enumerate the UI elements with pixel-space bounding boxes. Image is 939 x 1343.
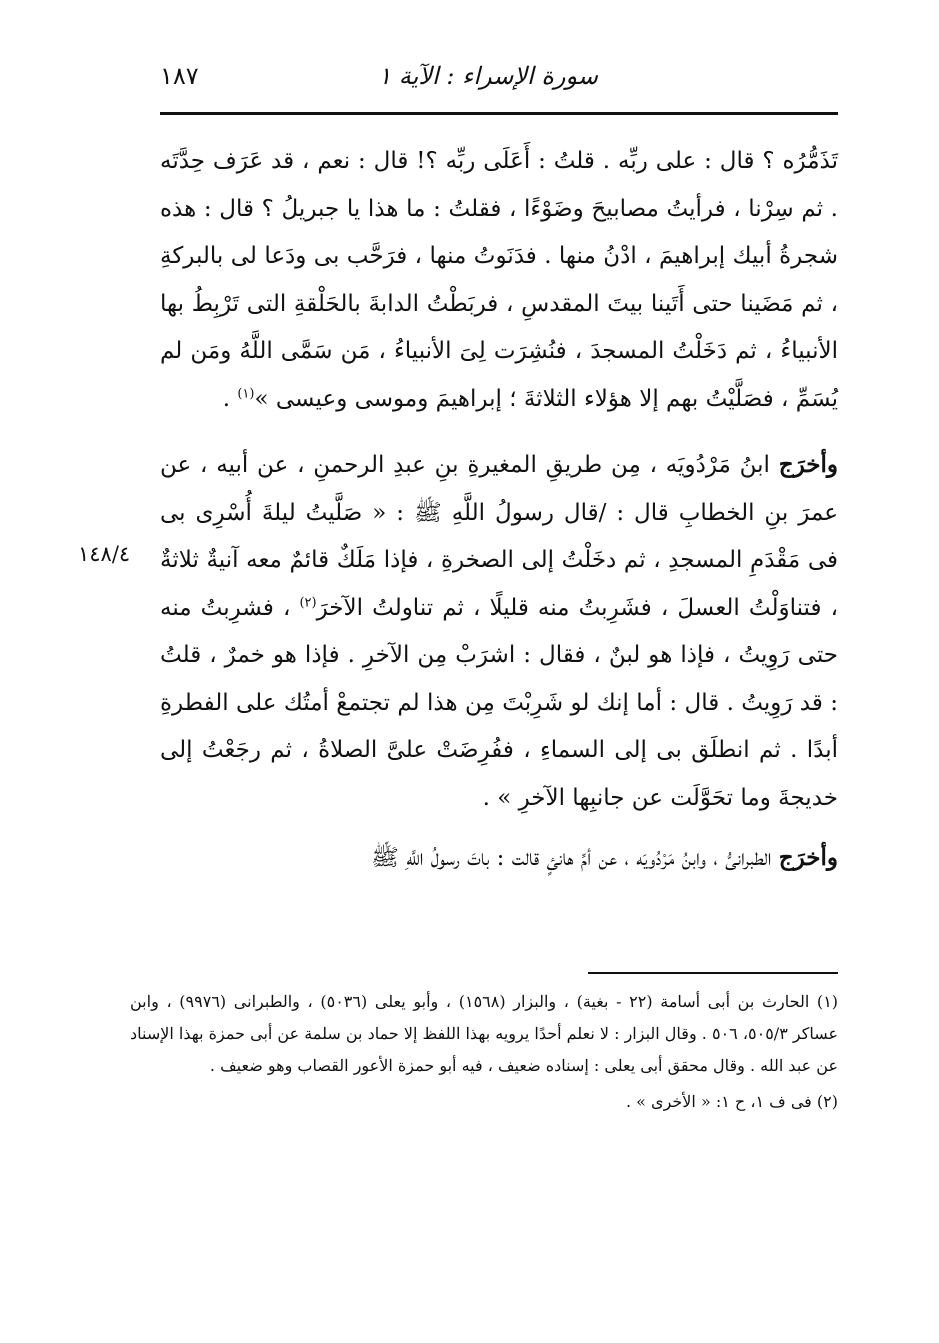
footnote-ref: (٢) — [299, 594, 317, 610]
main-text — [160, 138, 838, 883]
paragraph-tail: ، فشرِبتُ منه حتى رَوِيتُ ، فإذا هو لبنٌ ، فقال : اشرَبْ مِن الآخرِ . فإذا هو خمرٌ ، قلتُ : قد رَوِيتُ . قال : أما إنك لو شَرِبْتَ مِن هذا لم تجتمعْ أمتُك على الفطرةِ أبدًا . ثم انطلَق بى إلى السماءِ ، ففُرِضَتْ علىَّ الصلاةُ ، ثم رجَعْتُ إلى خديجةَ وما تحَوَّلَت عن جانبِها الآخرِ » . — [160, 594, 838, 811]
paragraph-tail: . — [222, 385, 238, 412]
page-number: ١٨٧ — [160, 62, 199, 90]
footnotes — [130, 986, 838, 1118]
footnote-rule — [588, 972, 838, 974]
paragraph-text: ابنُ مَرْدُويَه ، مِن طريقِ المغيرةِ بنِ عبدِ الرحمنِ ، عن أبيه ، عن عمرَ بنِ الخطابِ قال : /قال رسولُ اللَّهِ ﷺ : « صَلَّيتُ ليلةَ أُسْرِى بى فى مَقْدَمِ المسجدِ ، ثم دخَلْتُ إلى الصخرةِ ، فإذا مَلَكٌ قائمٌ معه آنيةٌ ثلاثةٌ ، فتناوَلْتُ العسلَ ، فشَرِبتُ منه قليلًا ، ثم تناولتُ الآخرَ — [160, 452, 838, 621]
paragraph-text: الطبرانىُّ ، وابنُ مَرْدُويَه ، عن أمِّ هانئٍ قالت : باتَ رسولُ اللَّهِ ﷺ — [371, 845, 779, 871]
footnote-ref: (١) — [237, 385, 255, 401]
footnote: (١) الحارث بن أبى أسامة (٢٢ - بغية) ، والبزار (١٥٦٨) ، وأبو يعلى (٥٠٣٦) ، والطبرانى (٩٩٧٦) ، وابن عساكر ٥٠٥/٣، ٥٠٦ . وقال البزار : لا نعلم أحدًا يرويه بهذا اللفظ إلا حماد بن سلمة عن أبى حمزة بهذا الإسناد عن عبد الله . وقال محقق أبى يعلى : إسناده ضعيف ، فيه أبو حمزة الأعور القصاب وهو ضعيف . — [130, 992, 839, 1075]
paragraph-lead: وأخرَج — [778, 844, 838, 871]
paragraph-text: تَذَمُّرُه ؟ قال : على ربِّه . قلتُ : أَعَلَى ربِّه ؟! قال : نعم ، قد عَرَف حِدَّتَه . ثم سِرْنا ، فرأيتُ مصابيحَ وضَوْءًا ، فقلتُ : ما هذا يا جبريلُ ؟ قال : هذه شجرةُ أبيك إبراهيمَ ، ادْنُ منها . فدَنَوتُ منها ، فرَحَّب بى ودَعا لى بالبركةِ ، ثم مَضَينا حتى أَتَينا بيتَ المقدسِ ، فربَطْتُ الدابةَ بالحَلْقةِ التى تَرْبِطُ بها الأنبياءُ ، ثم دَخَلْتُ المسجدَ ، فنُشِرَت لِىَ الأنبياءُ ، مَن سَمَّى اللَّهُ ومَن لم يُسَمِّ ، فصَلَّيْتُ بهم إلا هؤلاء الثلاثةَ ؛ إبراهيمَ وموسى وعيسى » — [160, 148, 838, 412]
paragraph — [160, 441, 838, 822]
margin-reference: ١٤٨/٤ — [78, 542, 131, 566]
paragraph — [160, 138, 838, 423]
paragraph-lead: وأخرَج — [778, 451, 838, 478]
running-title: سورة الإسراء : الآية ١ — [378, 62, 598, 90]
header-rule — [160, 112, 838, 115]
page-header — [160, 62, 838, 102]
paragraph — [160, 834, 838, 883]
footnote: (٢) فى ف ١، ح ١: « الأخرى » . — [626, 1092, 838, 1111]
